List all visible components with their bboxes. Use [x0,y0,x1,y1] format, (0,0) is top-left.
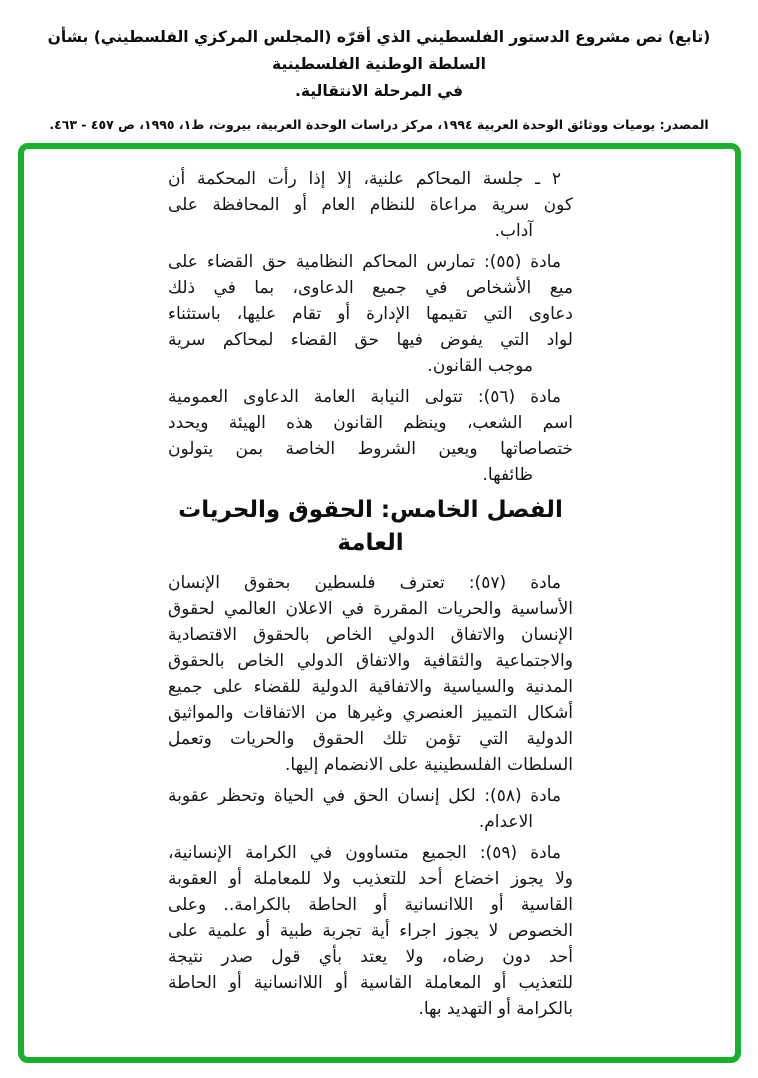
text-line: آداب. [494,221,533,241]
article-59-paragraph [168,840,573,1022]
page-header [0,24,758,134]
clause-2-paragraph [168,166,573,244]
text-line: القاسية أو اللاانسانية أو الحاطة بالكرامة.. وعلى [168,895,573,915]
document-title-line-2: في المرحلة الانتقالية. [294,82,464,100]
text-line: أشكال التمييز العنصري وغيرها من الاتفاقات والمواثيق [168,703,573,723]
text-line: ميع الأشخاص في جميع الدعاوى، بما في ذلك [168,278,573,298]
article-58-paragraph [168,783,573,835]
scanned-text-column [168,166,573,1027]
document-title-line-1: (تابع) نص مشروع الدستور الفلسطيني الذي أقرّه (المجلس المركزي الفلسطيني) بشأن السلطة الوطنية الفلسطينية [47,28,711,73]
article-56-paragraph [168,384,573,488]
text-line: السلطات الفلسطينية على الانضمام إليها. [284,755,573,775]
text-line: بالكرامة أو التهديد بها. [418,999,573,1019]
text-line: مادة (٥٥): تمارس المحاكم النظامية حق القضاء على [168,252,561,272]
text-line: ولا يجوز اخضاع أحد للتعذيب ولا للمعاملة أو العقوبة [168,869,573,889]
text-line: الأساسية والحريات المقررة في الاعلان العالمي لحقوق [168,599,573,619]
text-line: مادة (٥٧): تعترف فلسطين بحقوق الإنسان [168,573,561,593]
text-line: ظائفها. [482,465,533,485]
text-line: ختصاصاتها ويعين الشروط الخاصة بمن يتولون [168,439,573,459]
chapter-five-heading [168,494,573,560]
chapter-heading-line-2: العامة [337,530,404,556]
text-line: موجب القانون. [427,356,533,376]
text-line: الخصوص لا يجوز اجراء أية تجربة طبية أو علمية على [168,921,573,941]
text-line: المدنية والسياسية والاتفاقية الدولية للقضاء على جميع [168,677,573,697]
source-citation: المصدر: يوميات ووثائق الوحدة العربية ١٩٩٤، مركز دراسات الوحدة العربية، بيروت، ط١، ١٩٩٥، ص ٤٥٧ - ٤٦٣. [49,117,709,132]
text-line: الإنسان والاتفاق الدولي الخاص بالحقوق الاقتصادية [168,625,573,645]
text-line: مادة (٥٦): تتولى النيابة العامة الدعاوى العمومية [168,387,561,407]
text-line: اسم الشعب، وينظم القانون هذه الهيئة ويحدد [168,413,573,433]
article-57-paragraph [168,570,573,778]
text-line: الاعدام. [478,812,533,832]
text-line: ٢ ـ جلسة المحاكم علنية، إلا إذا رأت المحكمة أن [168,169,561,189]
text-line: للتعذيب أو المعاملة القاسية أو اللاانسانية أو الحاطة [168,973,573,993]
text-line: أحد دون رضاه، ولا يعتد بأي قول صدر نتيجة [168,947,573,967]
text-line: كون سرية مراعاة للنظام العام أو المحافظة على [168,195,573,215]
text-line: مادة (٥٩): الجميع متساوون في الكرامة الإنسانية، [168,843,561,863]
text-line: لواد التي يفوض فيها حق القضاء لمحاكم سرية [168,330,573,350]
text-line: دعاوى التي تقيمها الإدارة أو تقام عليها، باستثناء [168,304,573,324]
text-line: مادة (٥٨): لكل إنسان الحق في الحياة وتحظر عقوبة [168,786,561,806]
text-line: الدولية التي تؤمن تلك الحقوق والحريات وتعمل [168,729,573,749]
article-55-paragraph [168,249,573,379]
chapter-heading-line-1: الفصل الخامس: الحقوق والحريات [178,497,563,523]
text-line: والاجتماعية والثقافية والاتفاق الدولي الخاص بالحقوق [168,651,573,671]
highlight-annotation-box [18,143,741,1063]
